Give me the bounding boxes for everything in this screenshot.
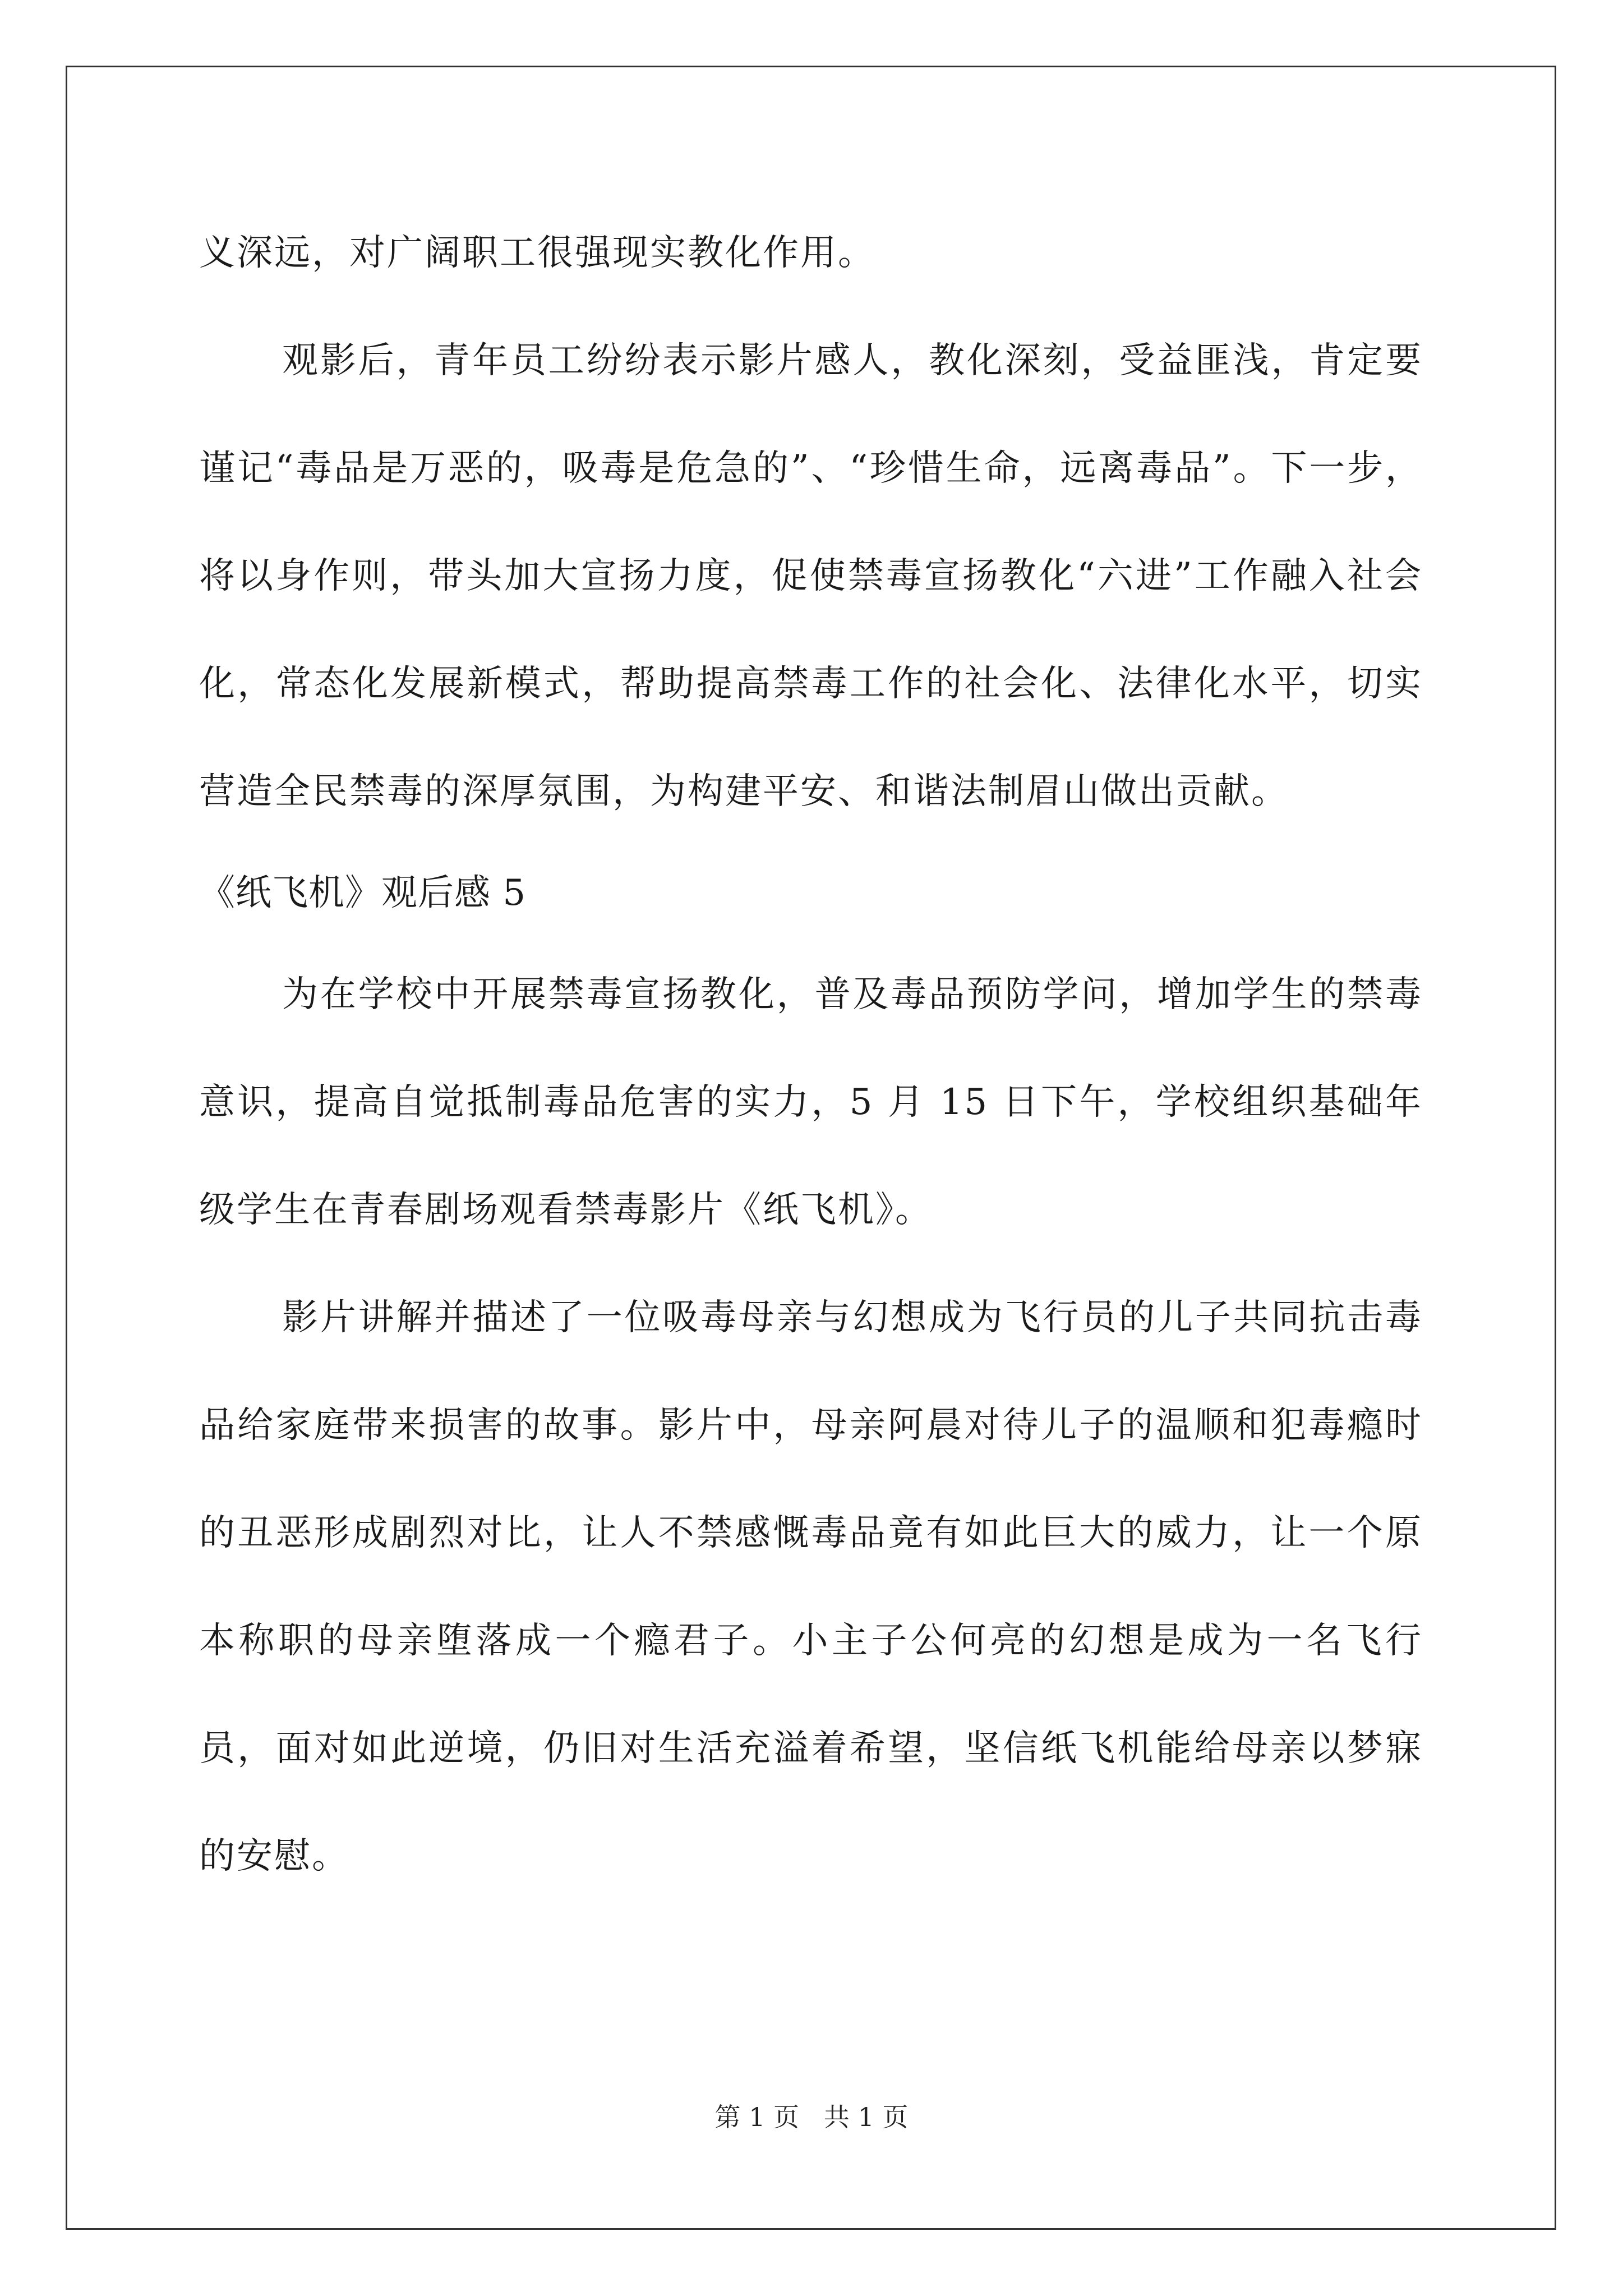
paragraph-continuation: 义深远，对广阔职工很强现实教化作用。 [199,232,875,274]
page-footer: 第 1 页 共 1 页 [714,2102,909,2132]
document-body [199,199,1423,1910]
paragraph-film-story: 影片讲解并描述了一位吸毒母亲与幻想成为飞行员的儿子共同抗击毒品给家庭带来损害的故事。影片中，母亲阿晨对待儿子的温顺和犯毒瘾时的丑恶形成剧烈对比，让人不禁感慨毒品竟有如此巨大的威力，让一个原本称职的母亲堕落成一个瘾君子。小主子公何亮的幻想是成为一名飞行员，面对如此逆境，仍旧对生活充溢着希望，坚信纸飞机能给母亲以梦寐的安慰。 [199,1297,1423,1877]
paragraph-school-event: 为在学校中开展禁毒宣扬教化，普及毒品预防学问，增加学生的禁毒意识，提高自觉抵制毒品危害的实力，5 月 15 日下午，学校组织基础年级学生在青春剧场观看禁毒影片《纸飞机》。 [199,974,1423,1231]
section-heading: 《纸飞机》观后感 5 [199,872,527,914]
paragraph-after-viewing: 观影后，青年员工纷纷表示影片感人，教化深刻，受益匪浅，肯定要谨记“毒品是万恶的，吸毒是危急的”、“珍惜生命，远离毒品”。下一步，将以身作则，带头加大宣扬力度，促使禁毒宣扬教化“六进”工作融入社会化，常态化发展新模式，帮助提高禁毒工作的社会化、法律化水平，切实营造全民禁毒的深厚氛围，为构建平安、和谐法制眉山做出贡献。 [199,340,1423,812]
